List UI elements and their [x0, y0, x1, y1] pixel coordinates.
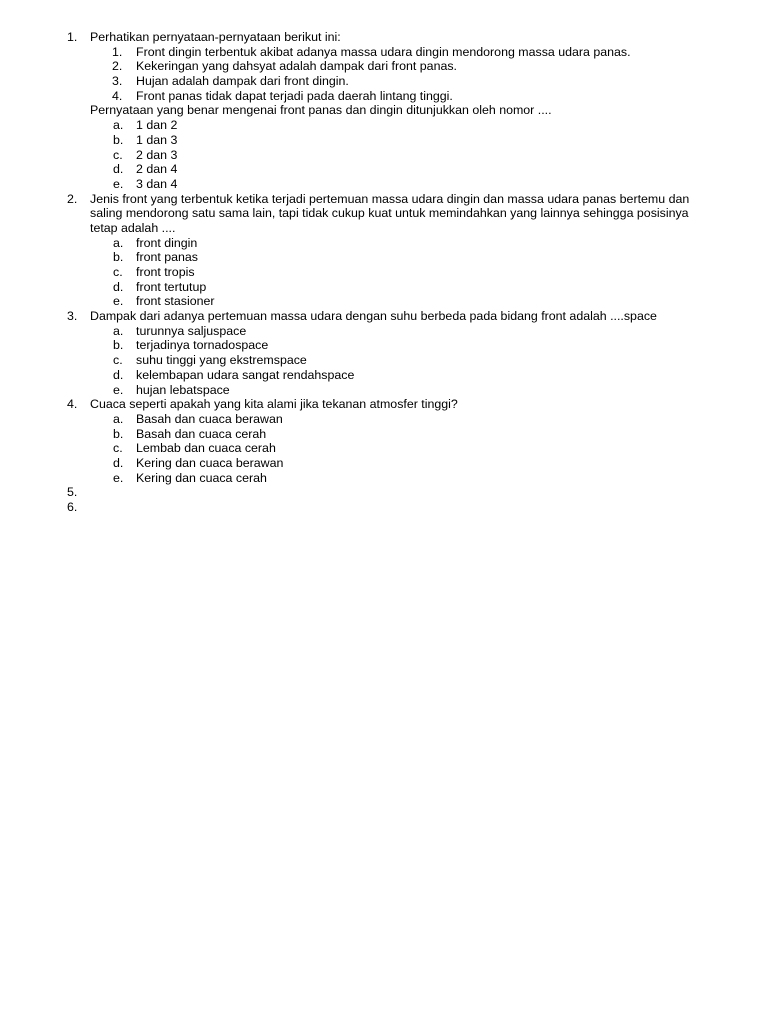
option-text: front panas	[136, 250, 198, 265]
option-letter: b.	[113, 426, 124, 441]
option-text: kelembapan udara sangat rendahspace	[136, 367, 355, 382]
option-item	[0, 338, 768, 353]
statement-number: 2.	[112, 59, 123, 74]
question-number: 4.	[67, 397, 78, 412]
option-text: front stasioner	[136, 294, 215, 309]
option-text: Basah dan cuaca berawan	[136, 411, 283, 426]
option-text: Kering dan cuaca berawan	[136, 455, 284, 470]
question-number: 3.	[67, 309, 78, 324]
option-item	[0, 383, 768, 398]
option-item	[0, 456, 768, 471]
option-letter: a.	[113, 411, 124, 426]
statement-text: Hujan adalah dampak dari front dingin.	[136, 74, 349, 89]
option-item	[0, 441, 768, 456]
option-letter: c.	[113, 441, 123, 456]
statement-number: 1.	[112, 44, 123, 59]
option-text: front tropis	[136, 265, 195, 280]
option-item	[0, 412, 768, 427]
option-letter: e.	[113, 294, 124, 309]
statement-text: Kekeringan yang dahsyat adalah dampak dari front panas.	[136, 59, 457, 74]
question-number: 2.	[67, 191, 78, 206]
statement-number: 3.	[112, 74, 123, 89]
option-letter: d.	[113, 455, 124, 470]
option-item	[0, 280, 768, 295]
option-letter: a.	[113, 118, 124, 133]
option-letter: e.	[113, 470, 124, 485]
option-item	[0, 265, 768, 280]
statement-item	[0, 74, 768, 89]
question-2	[0, 192, 768, 236]
statement-item	[0, 59, 768, 74]
question-text: Jenis front yang terbentuk ketika terjadi pertemuan massa udara dingin dan massa udara panas bertemu dan saling mendorong satu sama lain, tapi tidak cukup kuat untuk memindahkan yang lainnya sehingga posisinya tetap adalah ....	[90, 191, 690, 235]
question-1	[0, 30, 768, 45]
prompt-text: Pernyataan yang benar mengenai front panas dan dingin ditunjukkan oleh nomor ....	[90, 103, 552, 118]
option-item	[0, 162, 768, 177]
option-item	[0, 471, 768, 486]
statement-item	[0, 45, 768, 60]
option-text: 2 dan 3	[136, 147, 178, 162]
option-text: 1 dan 2	[136, 118, 178, 133]
option-text: front dingin	[136, 235, 198, 250]
option-item	[0, 368, 768, 383]
option-letter: a.	[113, 323, 124, 338]
option-letter: c.	[113, 147, 123, 162]
statement-item	[0, 89, 768, 104]
option-text: turunnya saljuspace	[136, 323, 247, 338]
option-text: Basah dan cuaca cerah	[136, 426, 267, 441]
option-item	[0, 324, 768, 339]
option-item	[0, 427, 768, 442]
option-text: hujan lebatspace	[136, 382, 230, 397]
option-text: 3 dan 4	[136, 176, 178, 191]
statement-text: Front panas tidak dapat terjadi pada daerah lintang tinggi.	[136, 88, 453, 103]
option-letter: a.	[113, 235, 124, 250]
option-letter: d.	[113, 162, 124, 177]
option-item	[0, 250, 768, 265]
statement-number: 4.	[112, 88, 123, 103]
option-letter: e.	[113, 382, 124, 397]
option-item	[0, 294, 768, 309]
option-letter: d.	[113, 367, 124, 382]
question-text: Dampak dari adanya pertemuan massa udara dengan suhu berbeda pada bidang front adalah ....space	[90, 309, 657, 324]
question-5	[0, 485, 768, 500]
question-4	[0, 397, 768, 412]
option-letter: b.	[113, 338, 124, 353]
option-letter: d.	[113, 279, 124, 294]
option-letter: c.	[113, 353, 123, 368]
option-text: Lembab dan cuaca cerah	[136, 441, 276, 456]
question-text: Cuaca seperti apakah yang kita alami jika tekanan atmosfer tinggi?	[90, 397, 458, 412]
option-letter: b.	[113, 132, 124, 147]
statement-text: Front dingin terbentuk akibat adanya massa udara dingin mendorong massa udara panas.	[136, 44, 631, 59]
option-text: 1 dan 3	[136, 132, 178, 147]
question-number: 6.	[67, 500, 78, 515]
option-item	[0, 118, 768, 133]
option-text: terjadinya tornadospace	[136, 338, 269, 353]
option-item	[0, 236, 768, 251]
question-number: 5.	[67, 485, 78, 500]
option-text: 2 dan 4	[136, 162, 178, 177]
option-text: suhu tinggi yang ekstremspace	[136, 353, 307, 368]
option-text: front tertutup	[136, 279, 207, 294]
option-letter: b.	[113, 250, 124, 265]
option-item	[0, 353, 768, 368]
question-3	[0, 309, 768, 324]
option-letter: c.	[113, 265, 123, 280]
option-item	[0, 133, 768, 148]
option-item	[0, 177, 768, 192]
question-number: 1.	[67, 30, 78, 44]
option-item	[0, 148, 768, 163]
option-text: Kering dan cuaca cerah	[136, 470, 267, 485]
question-prompt	[0, 103, 768, 118]
document-page	[0, 30, 768, 515]
option-letter: e.	[113, 176, 124, 191]
question-text: Perhatikan pernyataan-pernyataan berikut ini:	[90, 30, 341, 44]
question-6	[0, 500, 768, 515]
